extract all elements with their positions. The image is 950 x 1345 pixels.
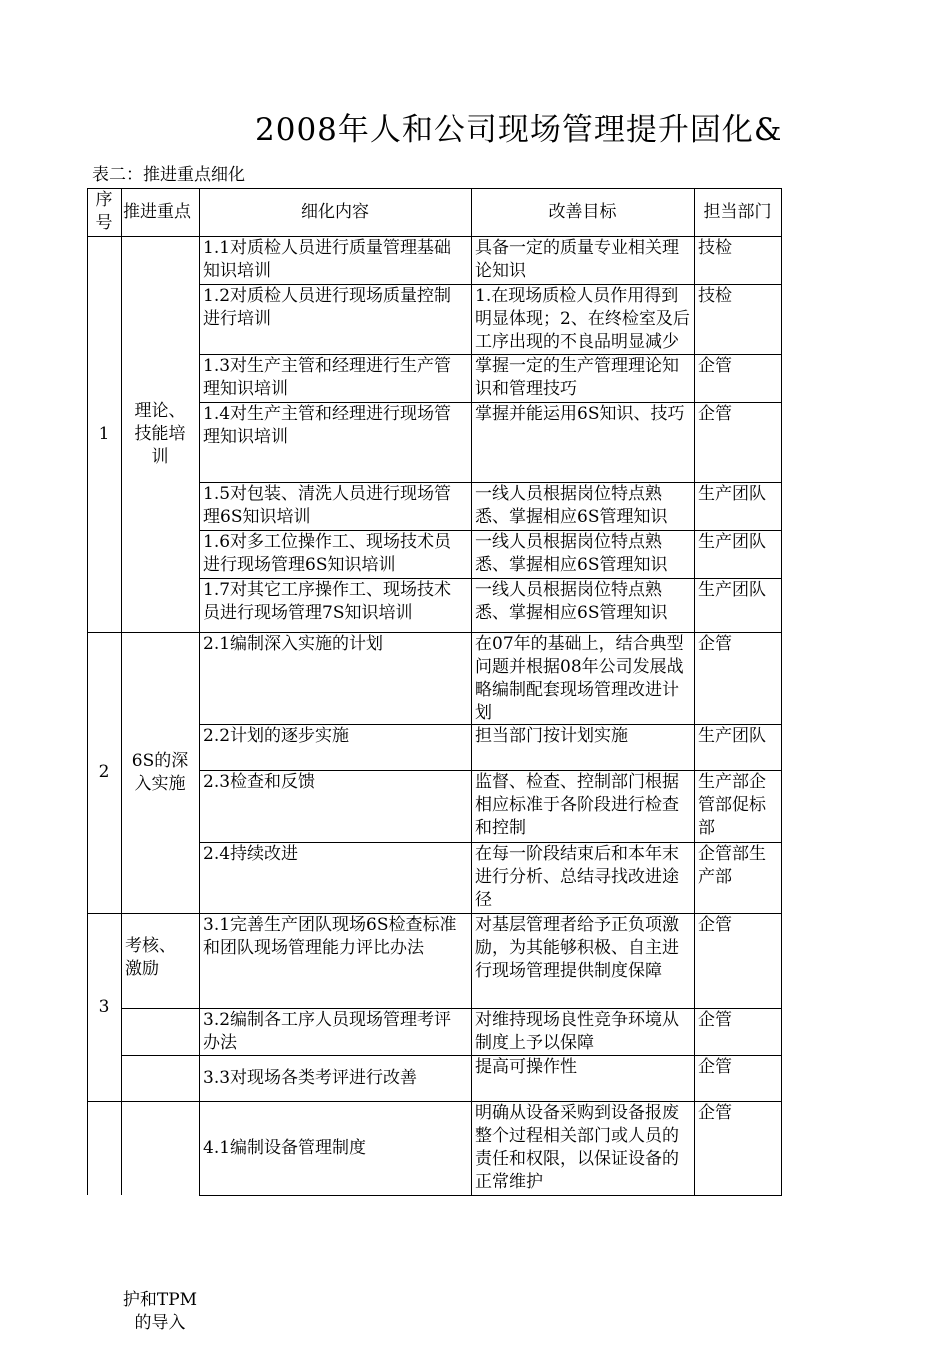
dept-cell: 生产部企管部促标部 — [698, 772, 766, 838]
col-divider-dept — [694, 188, 695, 1195]
row-divider — [199, 402, 782, 403]
table-top-border — [87, 188, 782, 189]
focus-sub-divider — [121, 1008, 199, 1009]
goal-cell: 掌握一定的生产管理理论知识和管理技巧 — [475, 356, 679, 399]
goal-cell: 一线人员根据岗位特点熟悉、掌握相应6S管理知识 — [475, 580, 668, 623]
goal-cell: 对维持现场良性竞争环境从制度上予以保障 — [475, 1010, 679, 1053]
dept-cell: 企管 — [698, 915, 732, 935]
group-1-focus: 理论、技能培训 — [134, 400, 186, 467]
row-divider — [199, 578, 782, 579]
group-divider — [87, 1101, 199, 1102]
table-bottom-border — [199, 1195, 782, 1196]
group-divider — [87, 913, 199, 914]
group-2-no: 2 — [98, 762, 110, 782]
row-divider — [199, 770, 782, 771]
dept-cell: 企管 — [698, 356, 732, 376]
header-dept: 担当部门 — [703, 201, 772, 222]
goal-cell: 对基层管理者给予正负项激励，为其能够积极、自主进行现场管理提供制度保障 — [475, 915, 679, 981]
goal-cell: 一线人员根据岗位特点熟悉、掌握相应6S管理知识 — [475, 532, 668, 575]
row-divider — [199, 842, 782, 843]
col-divider-detail — [199, 188, 200, 1195]
goal-cell: 具备一定的质量专业相关理论知识 — [475, 238, 679, 281]
group-4-focus: 护和TPM的导入 — [122, 1290, 198, 1333]
table-left-border — [87, 188, 88, 1195]
detail-cell: 1.5对包装、清洗人员进行现场管理6S知识培训 — [203, 484, 452, 527]
dept-cell: 企管 — [698, 1103, 732, 1123]
detail-cell: 2.4持续改进 — [203, 844, 299, 864]
table-right-border — [781, 188, 782, 1195]
dept-cell: 技检 — [698, 238, 732, 258]
row-divider — [199, 1101, 782, 1102]
dept-cell: 企管 — [698, 634, 732, 654]
row-divider — [199, 284, 782, 285]
row-divider — [199, 354, 782, 355]
row-divider — [199, 1008, 782, 1009]
detail-cell: 2.2计划的逐步实施 — [203, 726, 350, 746]
header-detail: 细化内容 — [301, 201, 369, 222]
dept-cell: 生产团队 — [698, 726, 766, 746]
header-goal: 改善目标 — [548, 201, 617, 222]
row-divider — [199, 530, 782, 531]
group-divider — [87, 632, 199, 633]
header-no: 序号 — [95, 190, 113, 233]
detail-cell: 1.7对其它工序操作工、现场技术员进行现场管理7S知识培训 — [203, 580, 452, 623]
page-title: 2008年人和公司现场管理提升固化& — [255, 112, 783, 148]
detail-cell: 4.1编制设备管理制度 — [203, 1137, 367, 1158]
detail-cell: 3.2编制各工序人员现场管理考评办法 — [203, 1010, 452, 1053]
goal-cell: 在每一阶段结束后和本年末进行分析、总结寻找改进途径 — [475, 844, 679, 910]
detail-cell: 1.6对多工位操作工、现场技术员进行现场管理6S知识培训 — [203, 532, 452, 575]
dept-cell: 企管 — [698, 1057, 732, 1077]
goal-cell: 明确从设备采购到设备报废整个过程相关部门或人员的责任和权限，以保证设备的正常维护 — [475, 1103, 679, 1192]
row-divider — [199, 724, 782, 725]
goal-cell: 监督、检查、控制部门根据相应标准于各阶段进行检查和控制 — [475, 772, 679, 838]
detail-cell: 3.1完善生产团队现场6S检查标准和团队现场管理能力评比办法 — [203, 915, 457, 958]
detail-cell: 1.3对生产主管和经理进行生产管理知识培训 — [203, 356, 452, 399]
dept-cell: 企管 — [698, 404, 732, 424]
detail-cell: 1.2对质检人员进行现场质量控制进行培训 — [203, 286, 452, 329]
detail-cell: 2.3检查和反馈 — [203, 772, 316, 792]
detail-cell: 1.1对质检人员进行质量管理基础知识培训 — [203, 238, 452, 281]
goal-cell: 提高可操作性 — [475, 1057, 577, 1077]
detail-cell: 1.4对生产主管和经理进行现场管理知识培训 — [203, 404, 452, 447]
dept-cell: 生产团队 — [698, 532, 766, 552]
row-divider — [199, 632, 782, 633]
dept-cell: 生产团队 — [698, 580, 766, 600]
row-divider — [199, 482, 782, 483]
col-divider-goal — [471, 188, 472, 1195]
goal-cell: 在07年的基础上，结合典型问题并根据08年公司发展战略编制配套现场管理改进计划 — [475, 634, 684, 723]
dept-cell: 生产团队 — [698, 484, 766, 504]
row-divider — [199, 913, 782, 914]
dept-cell: 企管部生产部 — [698, 844, 766, 887]
goal-cell: 1.在现场质检人员作用得到明显体现；2、在终检室及后工序出现的不良品明显减少 — [475, 286, 690, 352]
table-caption: 表二：推进重点细化 — [92, 165, 245, 185]
header-focus: 推进重点 — [123, 201, 191, 222]
group-3-focus: 考核、激励 — [125, 936, 176, 979]
detail-cell: 2.1编制深入实施的计划 — [203, 634, 384, 654]
goal-cell: 一线人员根据岗位特点熟悉、掌握相应6S管理知识 — [475, 484, 668, 527]
group-3-no: 3 — [98, 996, 110, 1017]
detail-cell: 3.3对现场各类考评进行改善 — [203, 1067, 418, 1088]
goal-cell: 掌握并能运用6S知识、技巧 — [475, 404, 685, 424]
col-divider-focus — [121, 188, 122, 1195]
goal-cell: 担当部门按计划实施 — [475, 726, 628, 746]
dept-cell: 企管 — [698, 1010, 732, 1030]
focus-sub-divider — [121, 1055, 199, 1056]
dept-cell: 技检 — [698, 286, 732, 306]
group-2-focus: 6S的深入实施 — [131, 750, 189, 794]
group-1-no: 1 — [98, 423, 110, 444]
row-divider — [199, 1055, 782, 1056]
header-bottom-border — [87, 236, 782, 237]
